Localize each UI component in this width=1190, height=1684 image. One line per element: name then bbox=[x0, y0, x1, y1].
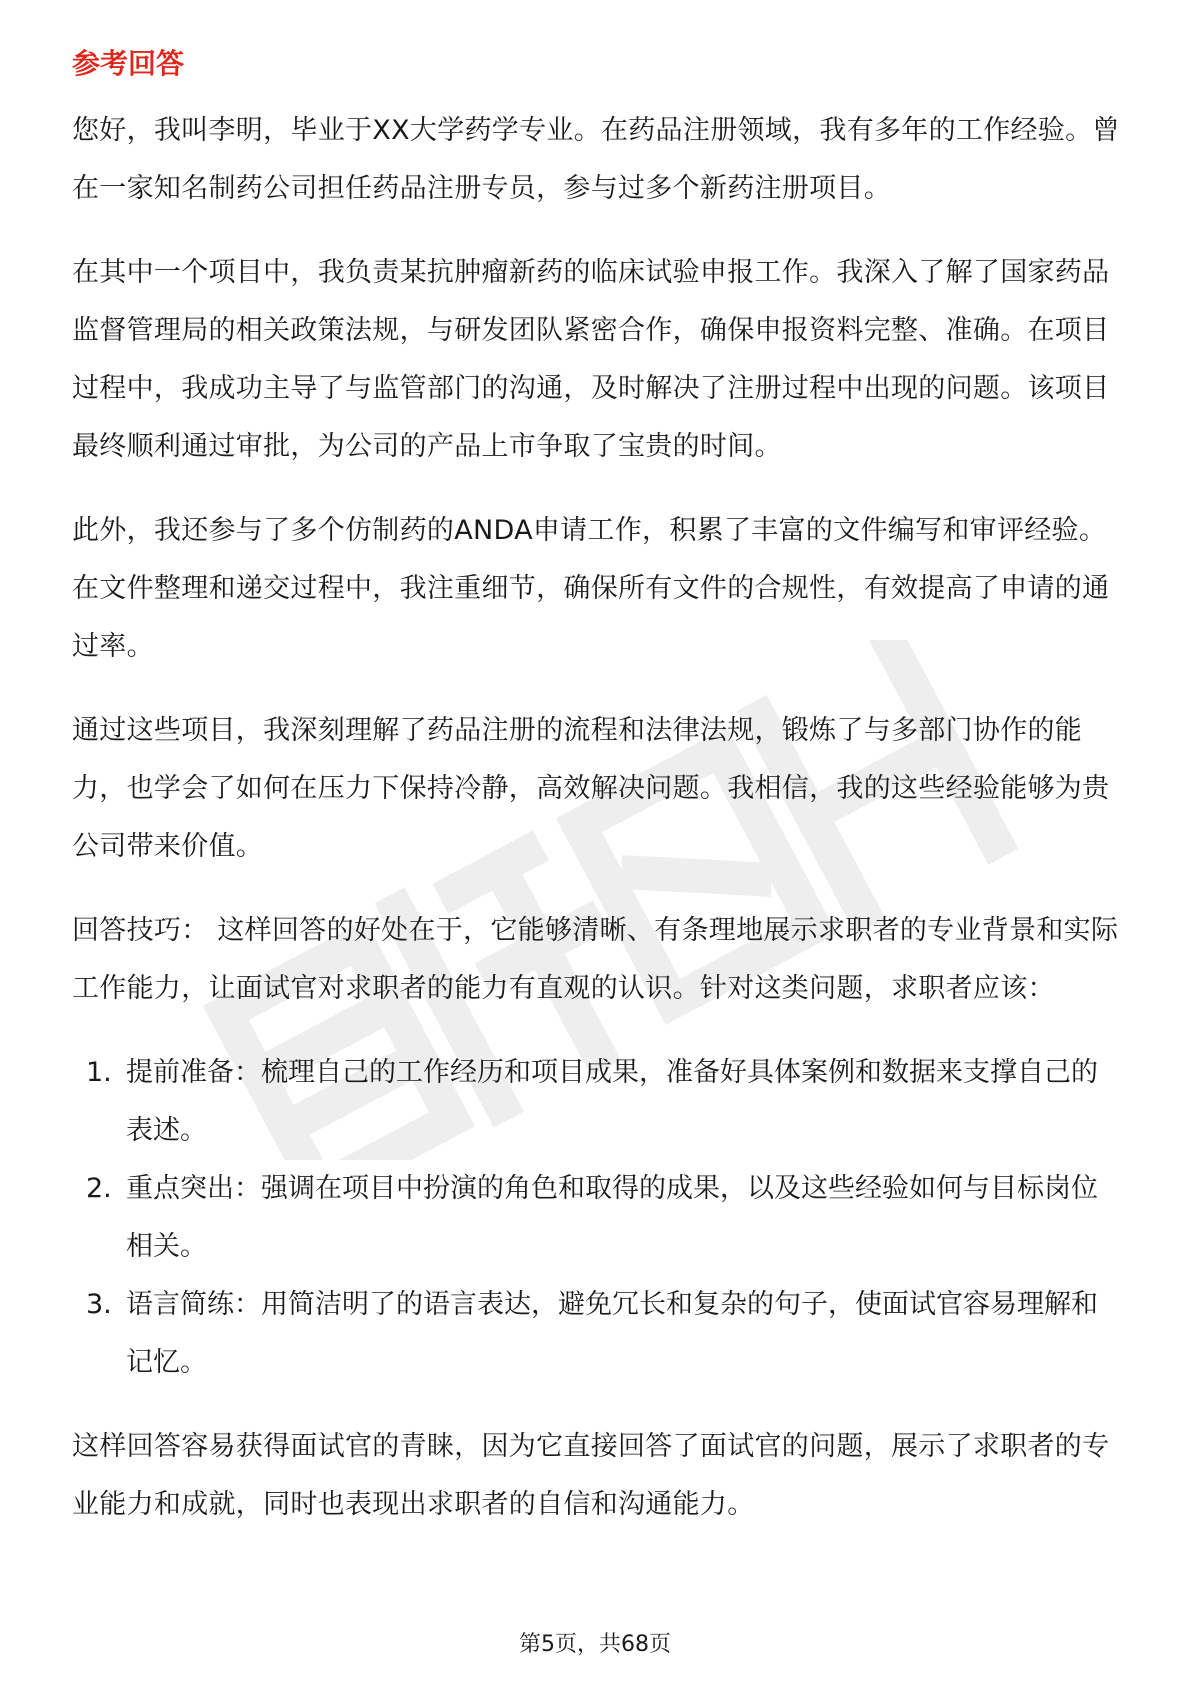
paragraph-project: 在其中一个项目中，我负责某抗肿瘤新药的临床试验申报工作。我深入了解了国家药品监督管理局的相关政策法规，与研发团队紧密合作，确保申报资料完整、准确。在项目过程中，我成功主导了与监管部门的沟通，及时解决了注册过程中出现的问题。该项目最终顺利通过审批，为公司的产品上市争取了宝贵的时间。 bbox=[72, 257, 1110, 462]
list-item bbox=[72, 1276, 1122, 1392]
paragraph-tips: 回答技巧： 这样回答的好处在于，它能够清晰、有条理地展示求职者的专业背景和实际工作能力，让面试官对求职者的能力有直观的认识。针对这类问题，求职者应该： bbox=[72, 915, 1119, 1004]
list-item-number: 3. bbox=[86, 1289, 112, 1320]
paragraph-closing: 这样回答容易获得面试官的青睐，因为它直接回答了面试官的问题，展示了求职者的专业能力和成就，同时也表现出求职者的自信和沟通能力。 bbox=[72, 1431, 1110, 1520]
list-item bbox=[72, 1044, 1122, 1160]
list-item bbox=[72, 1160, 1122, 1276]
paragraph-summary: 通过这些项目，我深刻理解了药品注册的流程和法律法规，锻炼了与多部门协作的能力，也学会了如何在压力下保持冷静，高效解决问题。我相信，我的这些经验能够为贵公司带来价值。 bbox=[72, 715, 1110, 862]
paragraph-anda: 此外，我还参与了多个仿制药的ANDA申请工作，积累了丰富的文件编写和审评经验。在文件整理和递交过程中，我注重细节，确保所有文件的合规性，有效提高了申请的通过率。 bbox=[72, 515, 1110, 662]
paragraph-intro: 您好，我叫李明，毕业于XX大学药学专业。在药品注册领域，我有多年的工作经验。曾在一家知名制药公司担任药品注册专员，参与过多个新药注册项目。 bbox=[72, 115, 1120, 204]
list-item-text: 语言简练：用简洁明了的语言表达，避免冗长和复杂的句子，使面试官容易理解和记忆。 bbox=[126, 1289, 1098, 1378]
main-content bbox=[72, 44, 1122, 1560]
page-number: 第5页，共68页 bbox=[519, 1632, 671, 1657]
tips-list bbox=[72, 1044, 1122, 1392]
list-item-text: 提前准备：梳理自己的工作经历和项目成果，准备好具体案例和数据来支撑自己的表述。 bbox=[126, 1057, 1098, 1146]
list-item-number: 1. bbox=[86, 1057, 112, 1088]
list-item-text: 重点突出：强调在项目中扮演的角色和取得的成果，以及这些经验如何与目标岗位相关。 bbox=[126, 1173, 1098, 1262]
section-heading: 参考回答 bbox=[72, 47, 185, 80]
list-item-number: 2. bbox=[86, 1173, 112, 1204]
